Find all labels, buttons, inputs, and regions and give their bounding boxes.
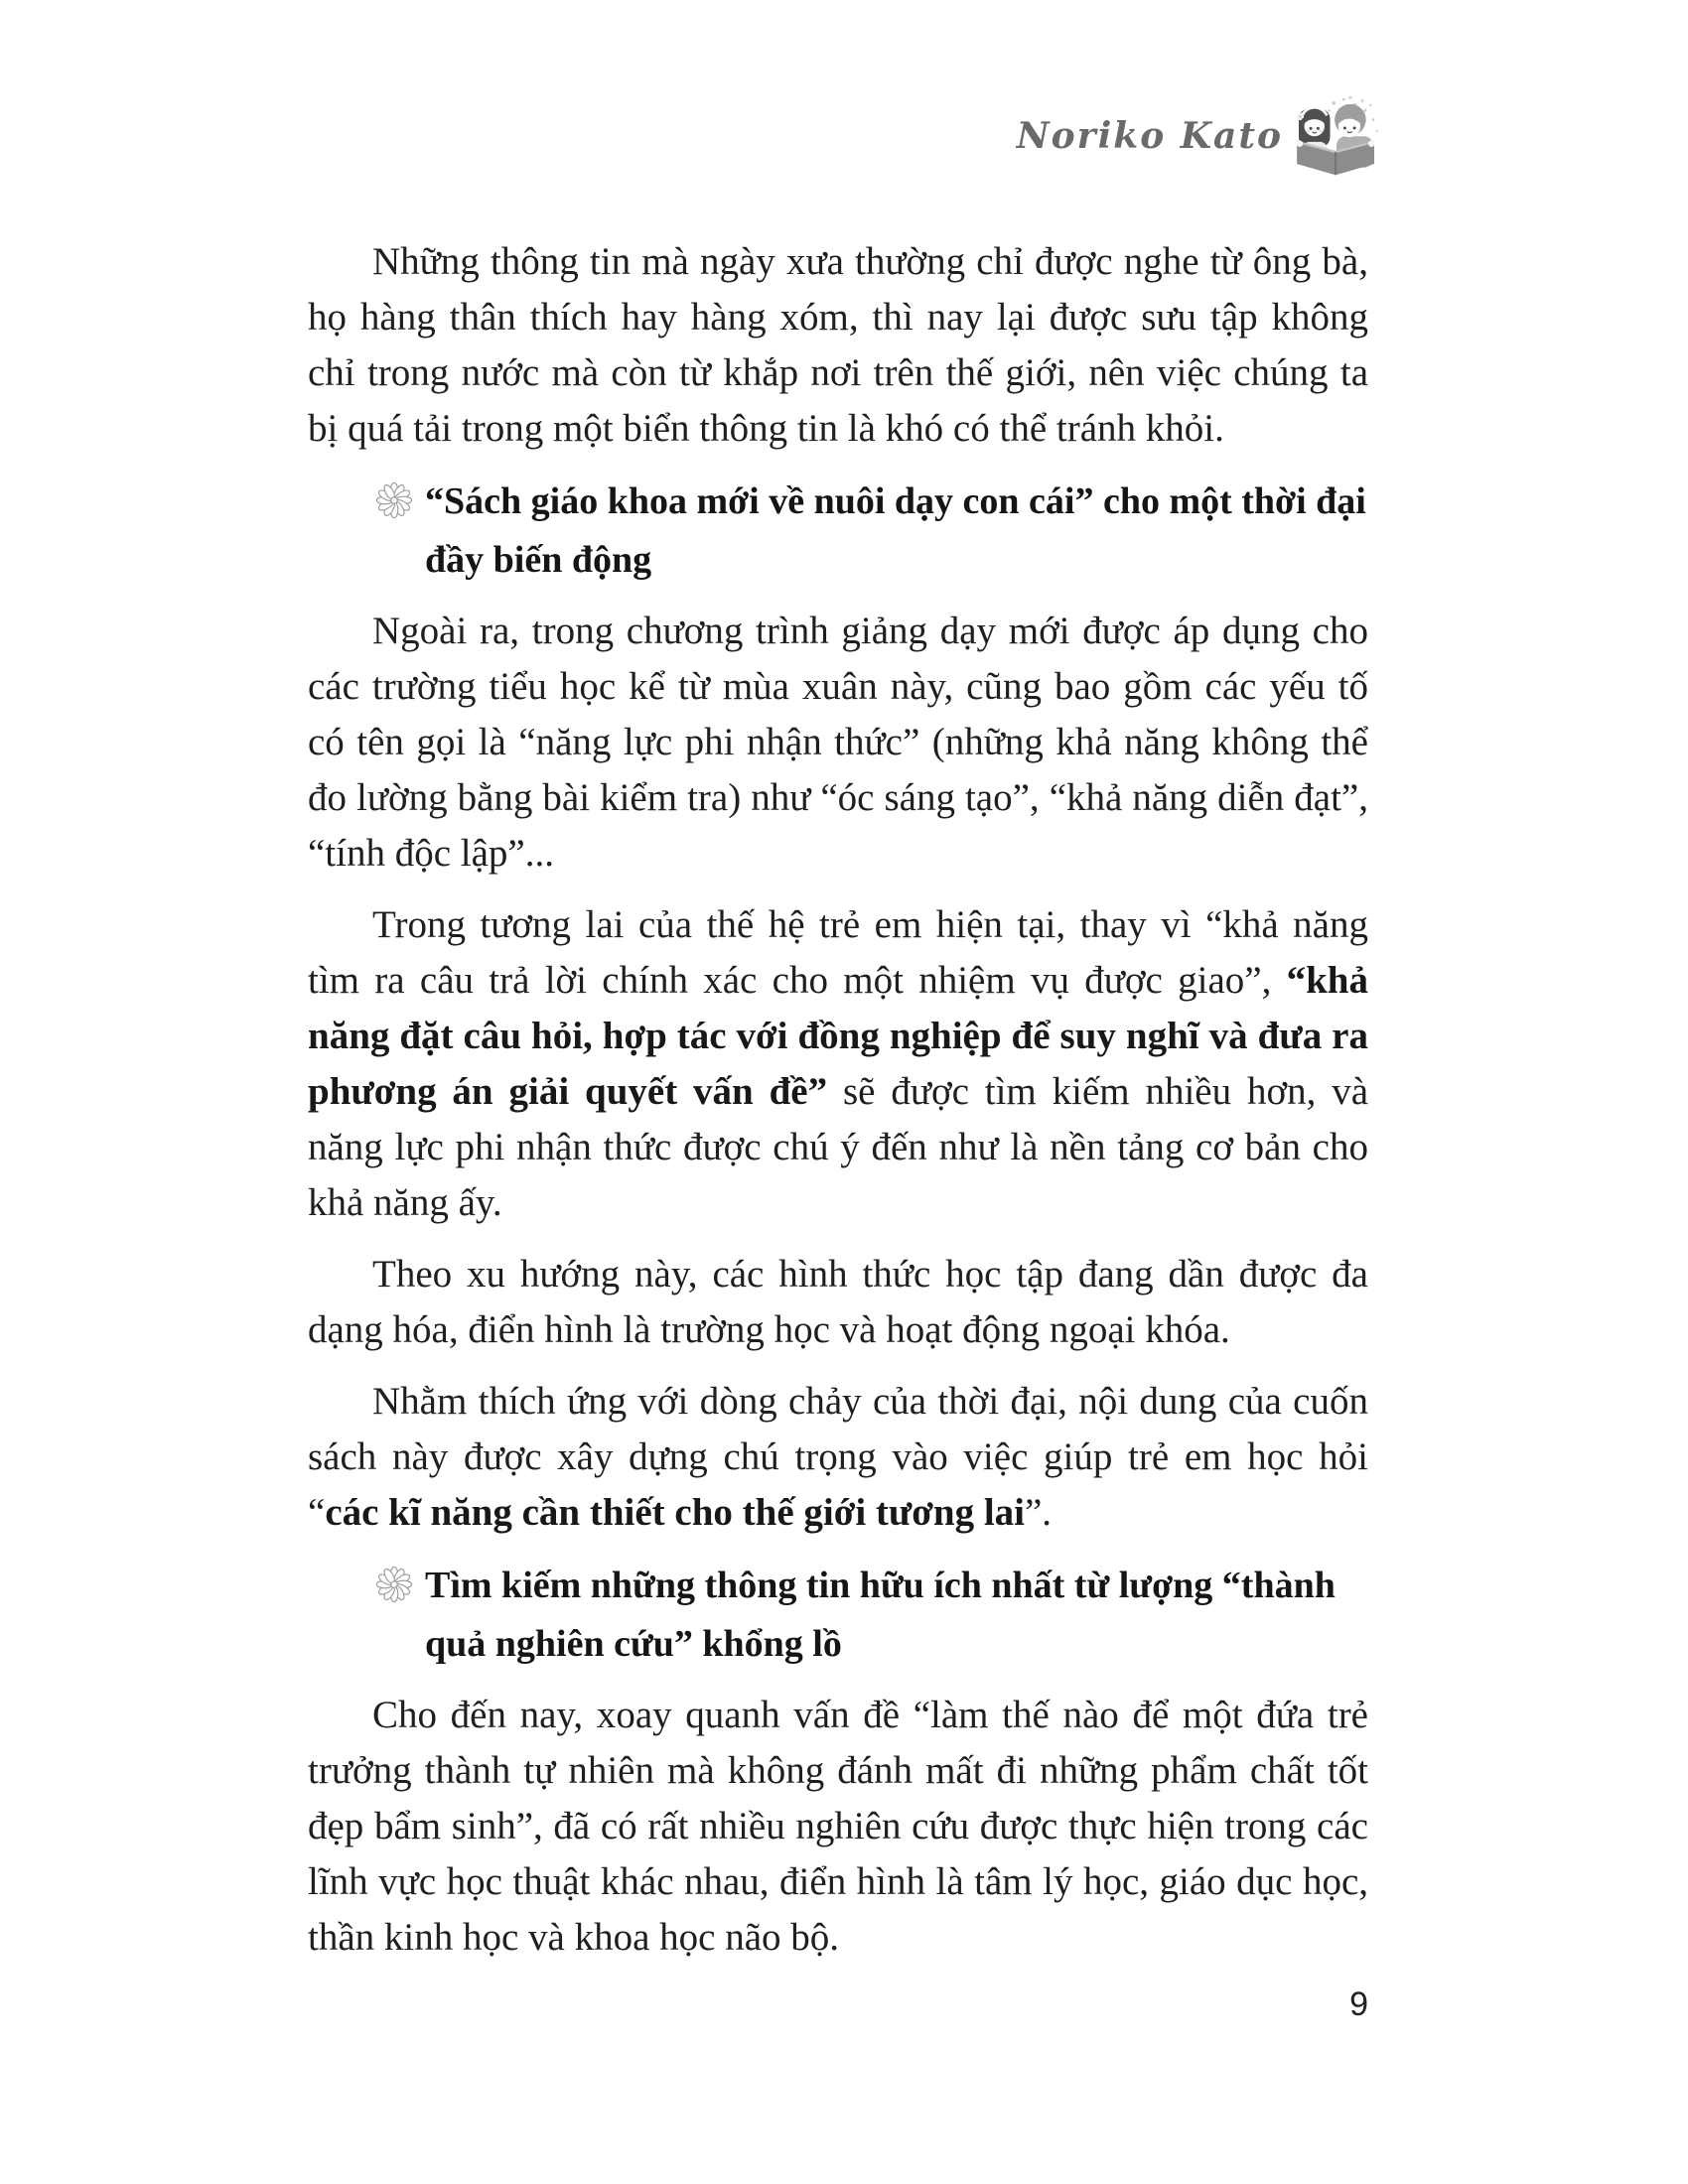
paragraph-1: Những thông tin mà ngày xưa thường chỉ được nghe từ ông bà, họ hàng thân thích hay hàng xóm, thì nay lại được sưu tập không chỉ trong nước mà còn từ khắp nơi trên thế giới, nên việc chúng ta bị quá tải trong một biển thông tin là khó có thể tránh khỏi. xyxy=(308,240,1368,450)
paragraph-2: Ngoài ra, trong chương trình giảng dạy mới được áp dụng cho các trường tiểu học kể từ mùa xuân này, cũng bao gồm các yếu tố có tên gọi là “năng lực phi nhận thức” (những khả năng không thể đo lường bằng bài kiểm tra) như “óc sáng tạo”, “khả năng diễn đạt”, “tính độc lập”... xyxy=(308,610,1368,875)
paragraph-6: Cho đến nay, xoay quanh vấn đề “làm thế nào để một đứa trẻ trưởng thành tự nhiên mà không đánh mất đi những phẩm chất tốt đẹp bẩm sinh”, đã có rất nhiều nghiên cứu được thực hiện trong các lĩnh vực học thuật khác nhau, điển hình là tâm lý học, giáo dục học, thần kinh học và khoa học não bộ. xyxy=(308,1694,1368,1959)
page-content xyxy=(308,234,1368,1981)
flower-icon xyxy=(375,481,413,519)
paragraph-3 xyxy=(308,897,1368,1231)
page-number: 9 xyxy=(1349,1985,1368,2023)
author-name: Noriko Kato xyxy=(1016,115,1283,157)
paragraph-5-pre: Nhằm thích ứng với dòng chảy của thời đại, nội dung của cuốn sách này được xây dựng chú trọng vào việc giúp trẻ em học hỏi “ xyxy=(308,1380,1368,1534)
paragraph-3-pre: Trong tương lai của thế hệ trẻ em hiện tại, thay vì “khả năng tìm ra câu trả lời chính xác cho một nhiệm vụ được giao”, xyxy=(308,903,1368,1002)
paragraph-3-post: sẽ được tìm kiếm nhiều hơn, và năng lực phi nhận thức được chú ý đến như là nền tảng cơ bản cho khả năng ấy. xyxy=(308,1070,1369,1224)
section-heading-2-text: Tìm kiếm những thông tin hữu ích nhất từ lượng “thành quả nghiên cứu” khổng lồ xyxy=(425,1565,1336,1665)
section-heading-1 xyxy=(308,473,1368,590)
open-book-icon xyxy=(1297,140,1375,175)
paragraph-4: Theo xu hướng này, các hình thức học tập đang dần được đa dạng hóa, điển hình là trường học và hoạt động ngoại khóa. xyxy=(308,1253,1368,1351)
paragraph-5-bold: các kĩ năng cần thiết cho thế giới tương lai xyxy=(325,1491,1025,1534)
children-reading-illustration xyxy=(1286,93,1387,187)
paragraph-5-post: ”. xyxy=(1025,1491,1053,1534)
paragraph-5 xyxy=(308,1374,1368,1541)
paragraph-3-bold: “khả năng đặt câu hỏi, hợp tác với đồng nghiệp để suy nghĩ và đưa ra phương án giải quyết vấn đề” xyxy=(308,959,1368,1113)
section-heading-1-text: “Sách giáo khoa mới về nuôi dạy con cái” cho một thời đại đầy biến động xyxy=(425,480,1366,581)
flower-icon xyxy=(375,1566,413,1603)
section-heading-2 xyxy=(308,1557,1368,1674)
